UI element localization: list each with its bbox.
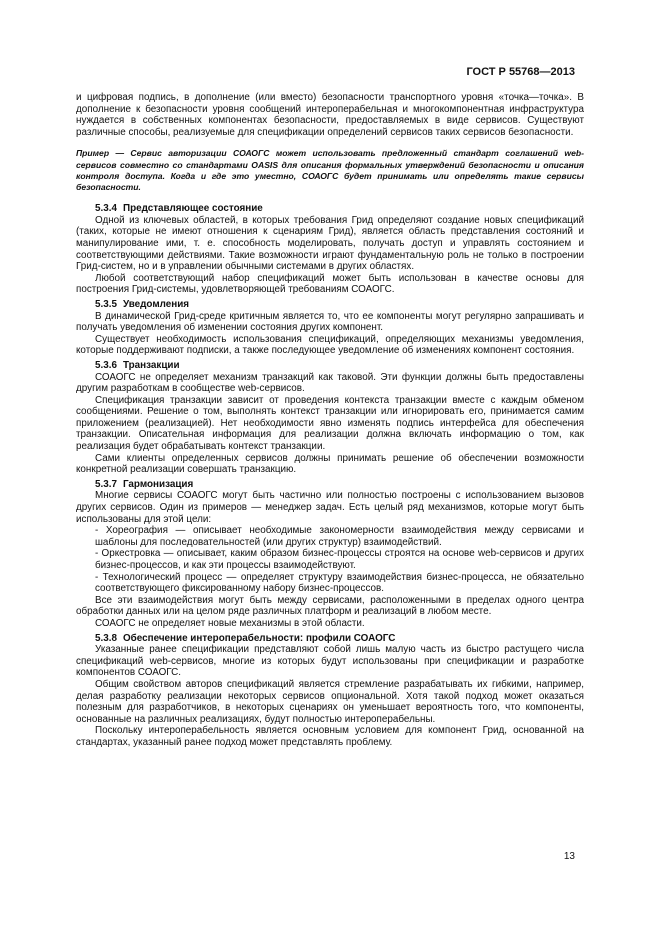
section-5-3-7-paragraph-3: СОАОГС не определяет новые механизмы в этой области. xyxy=(95,617,365,629)
section-title: Уведомления xyxy=(122,298,190,310)
page-body xyxy=(76,92,584,749)
section-5-3-7-paragraph-1: Многие сервисы СОАОГС могут быть частично или полностью построены с использованием вызовов других сервисов. Один из примеров — менеджер задач. Есть целый ряд механизмов, которые могут быть использованы для этой цели: xyxy=(76,490,584,525)
section-title: Гармонизация xyxy=(122,478,194,490)
section-number: 5.3.5 xyxy=(95,298,117,310)
section-5-3-6-paragraph-2: Спецификация транзакции зависит от проведения контекста транзакции вместе с каждым обменом сообщениями. Решение о том, выполнять контекст транзакции или игнорировать его, принимается самим приложением (реализацией). Нет необходимости явно изменять подпись интерфейса для обеспечения транзакции. Описательная информация для реализации должна включать информацию о том, как реализация будет обрабатывать контекст транзакции. xyxy=(76,394,584,453)
section-5-3-7-heading xyxy=(76,479,584,491)
section-title: Обеспечение интероперабельности: профили СОАОГС xyxy=(122,632,396,644)
document-header: ГОСТ Р 55768—2013 xyxy=(466,66,575,78)
section-5-3-8-paragraph-3: Поскольку интероперабельность является основным условием для компонент Грид, основанной на стандартах, указанный ранее подход может представлять проблему. xyxy=(76,725,584,748)
section-5-3-5-paragraph-1: В динамической Грид-среде критичным является то, что ее компоненты могут регулярно запрашивать и получать уведомления об изменении состояния других компонент. xyxy=(76,310,584,334)
list-item: - Оркестровка — описывает, каким образом бизнес-процессы строятся на основе web-сервисов и других бизнес-процессов, и как эти процессы взаимодействуют. xyxy=(95,548,584,571)
list-item: - Хореография — описывает необходимые закономерности взаимодействия между сервисами и шаблоны для последовательностей (или других структур) взаимодействий. xyxy=(95,525,584,548)
section-5-3-4-paragraph-1: Одной из ключевых областей, в которых требования Грид определяют создание новых спецификаций (таких, которые не имеют отношения к сценариям Грид), является область представления состояний и манипулирование ими, т. е. способность моделировать, получать доступ и управлять состоянием и соответствующими действиями. Такие возможности играют фундаментальную роль не только в построении Грид-систем, но и в управлении обычными системами в других областях. xyxy=(76,214,584,273)
section-5-3-4-paragraph-2: Любой соответствующий набор спецификаций может быть использован в качестве основы для построения Грид-системы, удовлетворяющей требованиям СОАОГС. xyxy=(76,272,584,296)
section-title: Транзакции xyxy=(122,359,180,371)
section-5-3-6-paragraph-3: Сами клиенты определенных сервисов должны принимать решение об обеспечении возможности конкретной реализации совершать транзакцию. xyxy=(76,452,584,476)
list-item: - Технологический процесс — определяет структуру взаимодействия бизнес-процесса, не обязательно соответствующего фиксированному набору бизнес-процессов. xyxy=(95,571,584,595)
page-number: 13 xyxy=(563,851,575,862)
section-number: 5.3.6 xyxy=(95,359,117,371)
section-5-3-6-paragraph-1: СОАОГС не определяет механизм транзакций как таковой. Эти функции должны быть предоставлены другим разработкам в сообществе web-сервисов. xyxy=(76,371,584,395)
section-number: 5.3.4 xyxy=(95,203,117,215)
section-5-3-8-paragraph-2: Общим свойством авторов спецификаций является стремление разрабатывать их гибкими, например, делая разработку реализации некоторых сервисов опциональной. Хотя такой подход может оказаться полезным для разработчиков, в некоторых сценариях он уменьшает вероятность того, что компоненты, основанные на различных реализациях, будут полностью интероперабельны. xyxy=(76,678,584,725)
section-number: 5.3.7 xyxy=(95,478,117,490)
section-5-3-8-heading xyxy=(76,633,584,645)
example-note: Пример — Сервис авторизации СОАОГС может использовать предложенный стандарт соглашений web-сервисов совместно со стандартами OASIS для описания формальных утверждений безопасности и описания контроля доступа. Когда и где это уместно, СОАОГС будет принимать или определять такие сервисы безопасности. xyxy=(76,148,584,192)
section-number: 5.3.8 xyxy=(95,632,117,644)
section-5-3-6-heading xyxy=(76,360,584,372)
section-5-3-7-paragraph-2: Все эти взаимодействия могут быть между сервисами, расположенными в пределах одного центра обработки данных или на целом ряде различных платформ и реализаций в любом месте. xyxy=(76,594,584,618)
section-5-3-8-paragraph-1: Указанные ранее спецификации представляют собой лишь малую часть из быстро растущего числа спецификаций web-сервисов, многие из которых будут использованы при спецификации и разработке компонентов СОАОГС. xyxy=(76,644,584,679)
section-5-3-4-heading xyxy=(76,203,584,215)
section-title: Представляющее состояние xyxy=(122,203,263,215)
section-5-3-5-paragraph-2: Существует необходимость использования спецификаций, определяющих механизмы уведомления, которые поддерживают подписки, а также последующее уведомление об изменениях компонент состояния. xyxy=(76,333,584,357)
intro-paragraph: и цифровая подпись, в дополнение (или вместо) безопасности транспортного уровня «точка—точка». В дополнение к безопасности уровня сообщений интероперабельная и многокомпонентная инфраструктура нуждается в собственных компонентах безопасности, предоставляемых в виде сервисов. Существуют различные способы, реализуемые для спецификации определений сервисов таких сервисов безопасности. xyxy=(76,92,584,138)
section-5-3-5-heading xyxy=(76,299,584,311)
